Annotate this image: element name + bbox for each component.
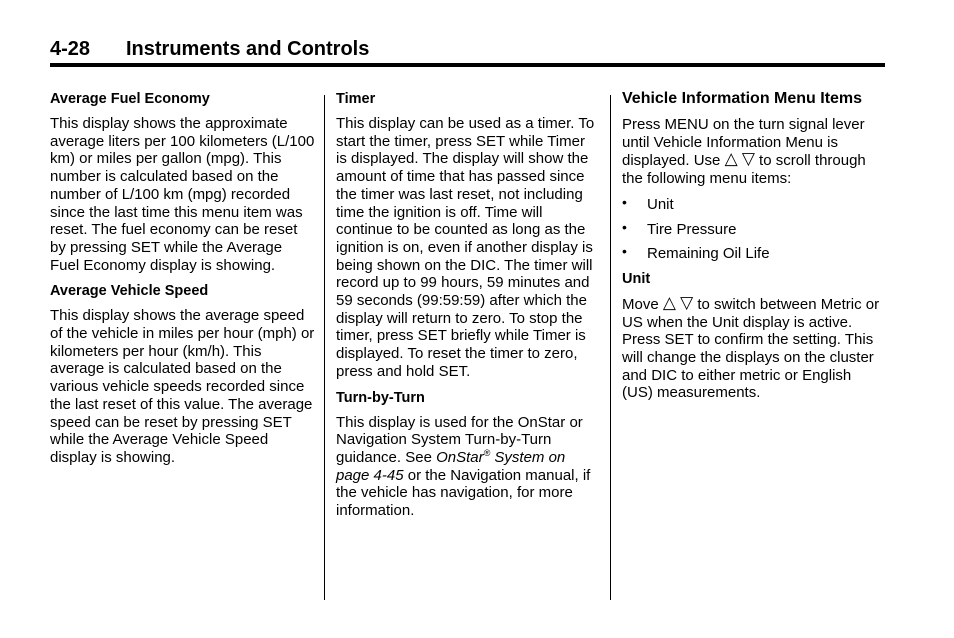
timer-body: This display can be used as a timer. To start the timer, press SET while Timer is displayed. The display will show the amount of time that has passed since the timer was last reset, not including time the ignition is off. Time will continue to be counted as long as the ignition is on, even if another display is being shown on the DIC. The timer will record up to 99 hours, 59 minutes and 59 seconds (99:59:59) after which the display will return to zero. To stop the timer, press SET briefly while Timer is displayed. To reset the timer to zero, press and hold SET. <box>336 115 595 380</box>
list-item <box>622 245 884 263</box>
column-divider <box>610 95 611 600</box>
avg-speed-body: This display shows the average speed of the vehicle in miles per hour (mph) or kilometers per hour (km/h). This average is calculated based on the various vehicle speeds recorded since the last reset of this value. The average speed can be reset by pressing SET while the Average Vehicle Speed display is showing. <box>50 307 315 466</box>
down-arrow-icon: ▽ <box>741 149 755 169</box>
up-arrow-icon: △ <box>662 292 676 312</box>
vim-heading: Vehicle Information Menu Items <box>622 90 863 107</box>
menu-items-list <box>622 193 884 263</box>
unit-heading: Unit <box>622 270 651 287</box>
list-item-label: Unit <box>647 195 674 213</box>
header-rule <box>50 63 885 67</box>
unit-body-text-end: to switch between Metric or US when the Unit display is active. Press SET to confirm the setting. This will change the displays on the cluster and DIC to either metric or English (US) measurements. <box>622 295 880 402</box>
bullet-icon: • <box>622 218 627 235</box>
unit-body <box>622 292 884 402</box>
column-1 <box>50 90 315 475</box>
registered-mark: ® <box>483 447 491 458</box>
avg-fuel-body: This display shows the approximate average liters per 100 kilometers (L/100 km) or miles per gallon (mpg). This number is calculated based on the number of L/100 km (mpg) recorded since the last time this menu item was reset. The fuel economy can be reset by pressing SET while the Average Fuel Economy display is showing. <box>50 115 315 274</box>
vim-body <box>622 116 884 188</box>
onstar-link-page: System on page 4-45 <box>336 448 566 484</box>
list-item <box>622 218 884 239</box>
page-number: 4-28 <box>50 38 91 60</box>
column-3 <box>622 90 884 410</box>
column-2 <box>336 90 598 528</box>
down-arrow-icon: ▽ <box>680 292 694 312</box>
section-title: Instruments and Controls <box>126 38 370 60</box>
timer-heading: Timer <box>336 91 376 107</box>
turn-by-turn-body <box>336 414 598 520</box>
up-arrow-icon: △ <box>724 149 738 169</box>
bullet-icon: • <box>622 243 627 260</box>
list-item-label: Tire Pressure <box>647 220 737 238</box>
avg-speed-heading: Average Vehicle Speed <box>50 283 209 300</box>
onstar-link-text: OnStar <box>436 448 484 466</box>
turn-by-turn-heading: Turn-by-Turn <box>336 389 425 406</box>
list-item-label: Remaining Oil Life <box>647 245 770 263</box>
turn-by-turn-text-end: or the Navigation manual, if the vehicle has navigation, for more information. <box>336 466 591 520</box>
column-divider <box>324 95 325 600</box>
avg-fuel-heading: Average Fuel Economy <box>50 91 210 107</box>
turn-by-turn-text: This display is used for the OnStar or Navigation System Turn-by-Turn guidance. See <box>336 413 583 466</box>
list-item <box>622 193 884 214</box>
vim-body-text-end: to scroll through the following menu items: <box>622 152 866 188</box>
vim-body-text: Press MENU on the turn signal lever until Vehicle Information Menu is displayed. Use <box>622 116 865 170</box>
unit-body-text: Move <box>622 295 663 313</box>
bullet-icon: • <box>622 193 627 210</box>
